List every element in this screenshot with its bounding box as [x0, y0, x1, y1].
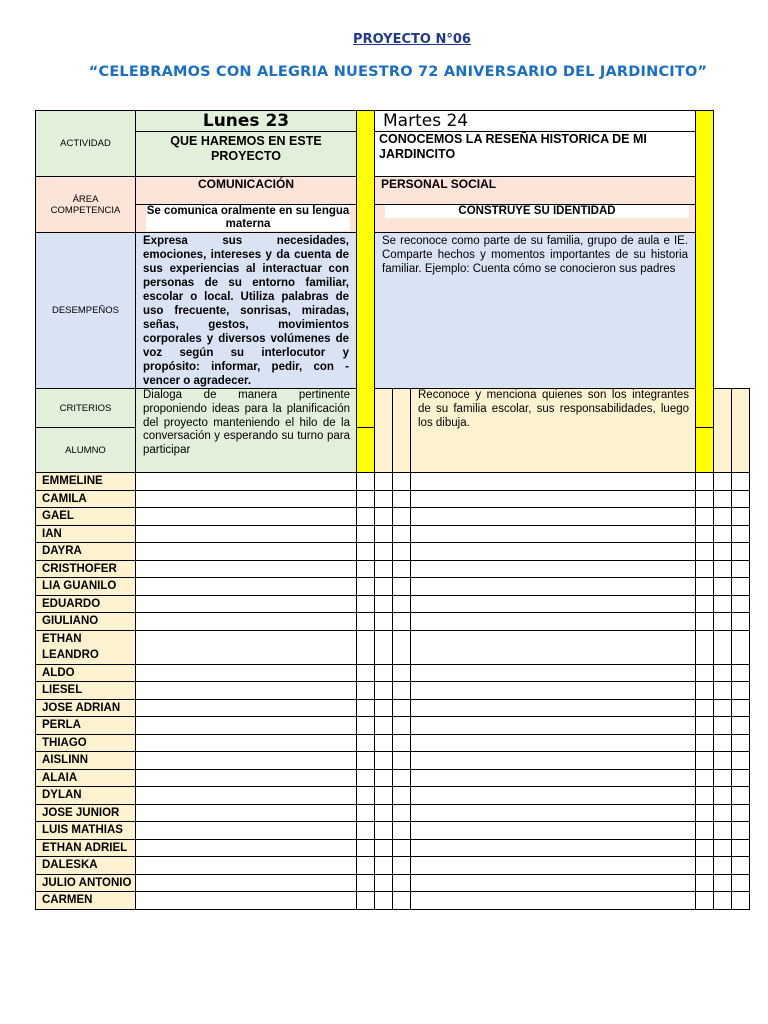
evaluation-cell[interactable]: [696, 525, 714, 543]
student-row: [36, 560, 750, 578]
evaluation-cell[interactable]: [714, 769, 732, 787]
evaluation-cell[interactable]: [393, 857, 411, 875]
evaluation-cell[interactable]: [696, 473, 714, 491]
student-row: [36, 874, 750, 892]
evaluation-cell[interactable]: [411, 752, 696, 770]
evaluation-cell[interactable]: [136, 578, 357, 596]
day-header-lunes: Lunes 23: [136, 111, 357, 132]
evaluation-cell[interactable]: [357, 787, 375, 805]
student-name: JULIO ANTONIO: [36, 874, 136, 892]
evaluation-cell[interactable]: [136, 508, 357, 526]
evaluation-cell[interactable]: [696, 804, 714, 822]
evaluation-cell[interactable]: [411, 560, 696, 578]
evaluation-cell[interactable]: [411, 613, 696, 631]
evaluation-cell[interactable]: [696, 560, 714, 578]
evaluation-cell[interactable]: [375, 717, 393, 735]
student-row: [36, 804, 750, 822]
evaluation-cell[interactable]: [375, 613, 393, 631]
evaluation-cell[interactable]: [696, 822, 714, 840]
evaluation-cell[interactable]: [714, 822, 732, 840]
evaluation-cell[interactable]: [714, 874, 732, 892]
evaluation-cell[interactable]: [732, 682, 750, 700]
evaluation-cell[interactable]: [411, 664, 696, 682]
evaluation-cell[interactable]: [136, 769, 357, 787]
evaluation-cell[interactable]: [696, 787, 714, 805]
evaluation-cell[interactable]: [696, 508, 714, 526]
evaluation-cell[interactable]: [136, 874, 357, 892]
student-name: PERLA: [36, 717, 136, 735]
student-row: [36, 787, 750, 805]
student-row: [36, 490, 750, 508]
evaluation-cell[interactable]: [375, 874, 393, 892]
student-row: [36, 613, 750, 631]
evaluation-cell[interactable]: [375, 595, 393, 613]
evaluation-cell[interactable]: [696, 490, 714, 508]
evaluation-cell[interactable]: [375, 525, 393, 543]
student-name: LUIS MATHIAS: [36, 822, 136, 840]
evaluation-cell[interactable]: [714, 699, 732, 717]
evaluation-cell[interactable]: [696, 874, 714, 892]
evaluation-cell[interactable]: [696, 839, 714, 857]
evaluation-cell[interactable]: [357, 717, 375, 735]
yellow-separator-bottom: [357, 428, 375, 473]
evaluation-cell[interactable]: [411, 473, 696, 491]
student-name: CAMILA: [36, 490, 136, 508]
evaluation-cell[interactable]: [732, 595, 750, 613]
student-row: [36, 508, 750, 526]
evaluation-cell[interactable]: [696, 578, 714, 596]
evaluation-cell[interactable]: [714, 787, 732, 805]
competencia-martes-cell: [375, 205, 696, 233]
evaluation-cell[interactable]: [375, 664, 393, 682]
student-name: ETHAN LEANDRO: [36, 630, 136, 664]
evaluation-cell[interactable]: [732, 804, 750, 822]
evaluation-cell[interactable]: [696, 595, 714, 613]
day-header-martes: Martes 24: [375, 111, 696, 132]
label-alumno: ALUMNO: [36, 428, 136, 473]
yellow-separator-right: [696, 111, 714, 428]
student-name: EDUARDO: [36, 595, 136, 613]
evaluation-cell[interactable]: [696, 613, 714, 631]
evaluation-cell[interactable]: [357, 752, 375, 770]
desempeno-martes: Se reconoce como parte de su familia, grupo de aula e IE. Comparte hechos y momentos importantes de su historia familiar. Ejemplo: Cuenta cómo se conocieron sus padres: [375, 233, 696, 389]
evaluation-cell[interactable]: [375, 630, 393, 664]
evaluation-cell[interactable]: [375, 787, 393, 805]
evaluation-cell[interactable]: [357, 822, 375, 840]
evaluation-cell[interactable]: [411, 839, 696, 857]
evaluation-cell[interactable]: [357, 734, 375, 752]
evaluation-cell[interactable]: [136, 839, 357, 857]
evaluation-cell[interactable]: [357, 699, 375, 717]
evaluation-cell[interactable]: [732, 630, 750, 664]
evaluation-cell[interactable]: [357, 630, 375, 664]
yellow-separator-right-bottom: [696, 428, 714, 473]
evaluation-cell[interactable]: [375, 578, 393, 596]
competencia-martes: CONSTRUYE SU IDENTIDAD: [385, 205, 689, 218]
student-name: EMMELINE: [36, 473, 136, 491]
evaluation-cell[interactable]: [357, 578, 375, 596]
evaluation-cell[interactable]: [732, 664, 750, 682]
evaluation-cell[interactable]: [714, 630, 732, 664]
evaluation-cell[interactable]: [136, 822, 357, 840]
evaluation-cell[interactable]: [411, 717, 696, 735]
evaluation-cell[interactable]: [136, 699, 357, 717]
student-name: ALAIA: [36, 769, 136, 787]
project-number: PROYECTO N°06: [353, 32, 471, 47]
project-title: “CELEBRAMOS CON ALEGRIA NUESTRO 72 ANIVERSARIO DEL JARDINCITO”: [88, 64, 708, 80]
criterio-lunes-check-1: [375, 389, 393, 473]
evaluation-cell[interactable]: [136, 543, 357, 561]
evaluation-cell[interactable]: [411, 857, 696, 875]
evaluation-cell[interactable]: [714, 804, 732, 822]
evaluation-cell[interactable]: [393, 595, 411, 613]
evaluation-cell[interactable]: [357, 473, 375, 491]
evaluation-cell[interactable]: [136, 560, 357, 578]
evaluation-cell[interactable]: [393, 508, 411, 526]
evaluation-cell[interactable]: [375, 892, 393, 910]
evaluation-cell[interactable]: [714, 490, 732, 508]
evaluation-cell[interactable]: [696, 664, 714, 682]
evaluation-cell[interactable]: [393, 874, 411, 892]
evaluation-cell[interactable]: [357, 525, 375, 543]
evaluation-cell[interactable]: [136, 490, 357, 508]
label-actividad: ACTIVIDAD: [36, 111, 136, 177]
evaluation-cell[interactable]: [393, 839, 411, 857]
competencia-lunes: Se comunica oralmente en su lengua materna: [146, 205, 350, 230]
evaluation-cell[interactable]: [375, 839, 393, 857]
evaluation-cell[interactable]: [696, 769, 714, 787]
evaluation-cell[interactable]: [714, 839, 732, 857]
evaluation-cell[interactable]: [714, 543, 732, 561]
evaluation-cell[interactable]: [393, 473, 411, 491]
evaluation-cell[interactable]: [714, 578, 732, 596]
evaluation-cell[interactable]: [732, 717, 750, 735]
evaluation-cell[interactable]: [357, 857, 375, 875]
evaluation-cell[interactable]: [732, 525, 750, 543]
evaluation-cell[interactable]: [714, 682, 732, 700]
evaluation-cell[interactable]: [696, 892, 714, 910]
evaluation-cell[interactable]: [375, 734, 393, 752]
evaluation-cell[interactable]: [375, 560, 393, 578]
evaluation-cell[interactable]: [375, 822, 393, 840]
evaluation-cell[interactable]: [714, 613, 732, 631]
evaluation-cell[interactable]: [393, 664, 411, 682]
evaluation-cell[interactable]: [393, 543, 411, 561]
label-area-competencia: [36, 177, 136, 233]
evaluation-cell[interactable]: [732, 543, 750, 561]
evaluation-cell[interactable]: [357, 769, 375, 787]
evaluation-cell[interactable]: [357, 839, 375, 857]
label-competencia: COMPETENCIA: [50, 204, 121, 216]
evaluation-cell[interactable]: [732, 734, 750, 752]
evaluation-cell[interactable]: [696, 682, 714, 700]
criterio-lunes: Dialoga de manera pertinente proponiendo ideas para la planificación del proyecto manteniendo el hilo de la conversación y esperando su turno para participar: [136, 389, 357, 473]
evaluation-cell[interactable]: [357, 595, 375, 613]
evaluation-cell[interactable]: [411, 874, 696, 892]
student-row: [36, 822, 750, 840]
evaluation-cell[interactable]: [136, 630, 357, 664]
evaluation-cell[interactable]: [357, 874, 375, 892]
activity-martes: CONOCEMOS LA RESEÑA HISTORICA DE MI JARDINCITO: [375, 132, 696, 177]
evaluation-cell[interactable]: [375, 682, 393, 700]
evaluation-cell[interactable]: [375, 543, 393, 561]
evaluation-cell[interactable]: [357, 804, 375, 822]
evaluation-cell[interactable]: [696, 630, 714, 664]
evaluation-cell[interactable]: [696, 857, 714, 875]
criterio-martes-check-1: [714, 389, 732, 473]
evaluation-cell[interactable]: [357, 560, 375, 578]
evaluation-cell[interactable]: [136, 525, 357, 543]
evaluation-cell[interactable]: [393, 892, 411, 910]
planning-table: [35, 110, 750, 910]
evaluation-cell[interactable]: [732, 578, 750, 596]
evaluation-cell[interactable]: [393, 699, 411, 717]
evaluation-cell[interactable]: [393, 490, 411, 508]
evaluation-cell[interactable]: [732, 787, 750, 805]
student-name: JOSE JUNIOR: [36, 804, 136, 822]
student-name: DYLAN: [36, 787, 136, 805]
student-row: [36, 892, 750, 910]
evaluation-cell[interactable]: [375, 804, 393, 822]
evaluation-cell[interactable]: [714, 473, 732, 491]
evaluation-cell[interactable]: [411, 490, 696, 508]
label-criterios: CRITERIOS: [36, 389, 136, 428]
evaluation-cell[interactable]: [411, 734, 696, 752]
evaluation-cell[interactable]: [732, 490, 750, 508]
evaluation-cell[interactable]: [714, 525, 732, 543]
evaluation-cell[interactable]: [411, 578, 696, 596]
evaluation-cell[interactable]: [375, 473, 393, 491]
criterio-lunes-check-2: [393, 389, 411, 473]
evaluation-cell[interactable]: [136, 804, 357, 822]
evaluation-cell[interactable]: [411, 769, 696, 787]
student-row: [36, 664, 750, 682]
student-row: [36, 769, 750, 787]
student-row: [36, 857, 750, 875]
evaluation-cell[interactable]: [696, 699, 714, 717]
evaluation-cell[interactable]: [411, 804, 696, 822]
evaluation-cell[interactable]: [714, 508, 732, 526]
desempeno-lunes: Expresa sus necesidades, emociones, intereses y da cuenta de sus experiencias al interactuar con personas de su entorno familiar, escolar o local. Utiliza palabras de uso frecuente, sonrisas, miradas, señas, gestos, movimientos corporales y diversos volúmenes de voz según su interlocutor y propósito: informar, pedir, con - vencer o agradecer.: [136, 233, 357, 389]
student-name: ALDO: [36, 664, 136, 682]
evaluation-cell[interactable]: [411, 595, 696, 613]
evaluation-cell[interactable]: [714, 892, 732, 910]
competencia-lunes-cell: [136, 205, 357, 233]
student-name: ETHAN ADRIEL: [36, 839, 136, 857]
evaluation-cell[interactable]: [375, 769, 393, 787]
student-row: [36, 734, 750, 752]
evaluation-cell[interactable]: [393, 560, 411, 578]
evaluation-cell[interactable]: [714, 717, 732, 735]
evaluation-cell[interactable]: [714, 752, 732, 770]
evaluation-cell[interactable]: [732, 473, 750, 491]
evaluation-cell[interactable]: [393, 578, 411, 596]
student-name: AISLINN: [36, 752, 136, 770]
student-name: GAEL: [36, 508, 136, 526]
evaluation-cell[interactable]: [411, 630, 696, 664]
evaluation-cell[interactable]: [393, 630, 411, 664]
student-name: THIAGO: [36, 734, 136, 752]
activity-lunes: QUE HAREMOS EN ESTE PROYECTO: [136, 132, 357, 177]
evaluation-cell[interactable]: [411, 525, 696, 543]
evaluation-cell[interactable]: [393, 752, 411, 770]
evaluation-cell[interactable]: [714, 664, 732, 682]
evaluation-cell[interactable]: [393, 769, 411, 787]
student-row: [36, 717, 750, 735]
evaluation-cell[interactable]: [411, 699, 696, 717]
student-row: [36, 630, 750, 664]
evaluation-cell[interactable]: [375, 857, 393, 875]
student-row: [36, 543, 750, 561]
evaluation-cell[interactable]: [411, 682, 696, 700]
evaluation-cell[interactable]: [375, 752, 393, 770]
evaluation-cell[interactable]: [136, 734, 357, 752]
evaluation-cell[interactable]: [411, 787, 696, 805]
evaluation-cell[interactable]: [136, 473, 357, 491]
evaluation-cell[interactable]: [696, 543, 714, 561]
student-name: LIA GUANILO: [36, 578, 136, 596]
yellow-separator: [357, 111, 375, 428]
student-row: [36, 578, 750, 596]
evaluation-cell[interactable]: [393, 717, 411, 735]
evaluation-cell[interactable]: [732, 892, 750, 910]
evaluation-cell[interactable]: [136, 752, 357, 770]
evaluation-cell[interactable]: [411, 892, 696, 910]
evaluation-cell[interactable]: [136, 857, 357, 875]
student-row: [36, 752, 750, 770]
evaluation-cell[interactable]: [136, 682, 357, 700]
student-name: DALESKA: [36, 857, 136, 875]
evaluation-cell[interactable]: [732, 769, 750, 787]
evaluation-cell[interactable]: [714, 560, 732, 578]
evaluation-cell[interactable]: [696, 752, 714, 770]
evaluation-cell[interactable]: [732, 857, 750, 875]
evaluation-cell[interactable]: [393, 682, 411, 700]
evaluation-cell[interactable]: [732, 560, 750, 578]
student-name: GIULIANO: [36, 613, 136, 631]
evaluation-cell[interactable]: [136, 787, 357, 805]
evaluation-cell[interactable]: [393, 525, 411, 543]
evaluation-cell[interactable]: [714, 595, 732, 613]
evaluation-cell[interactable]: [732, 839, 750, 857]
student-row: [36, 525, 750, 543]
student-name: IAN: [36, 525, 136, 543]
evaluation-cell[interactable]: [357, 613, 375, 631]
label-desempenos: DESEMPEÑOS: [36, 233, 136, 389]
evaluation-cell[interactable]: [696, 717, 714, 735]
evaluation-cell[interactable]: [375, 508, 393, 526]
evaluation-cell[interactable]: [411, 543, 696, 561]
evaluation-cell[interactable]: [732, 699, 750, 717]
student-row: [36, 699, 750, 717]
evaluation-cell[interactable]: [732, 613, 750, 631]
student-row: [36, 473, 750, 491]
area-lunes: COMUNICACIÓN: [136, 177, 357, 205]
evaluation-cell[interactable]: [136, 717, 357, 735]
student-name: CRISTHOFER: [36, 560, 136, 578]
evaluation-cell[interactable]: [357, 664, 375, 682]
student-row: [36, 839, 750, 857]
evaluation-cell[interactable]: [732, 508, 750, 526]
student-row: [36, 595, 750, 613]
student-row: [36, 682, 750, 700]
student-name: LIESEL: [36, 682, 136, 700]
area-martes: PERSONAL SOCIAL: [375, 177, 696, 205]
evaluation-cell[interactable]: [696, 734, 714, 752]
evaluation-cell[interactable]: [136, 613, 357, 631]
evaluation-cell[interactable]: [136, 892, 357, 910]
evaluation-cell[interactable]: [393, 804, 411, 822]
evaluation-cell[interactable]: [732, 752, 750, 770]
evaluation-cell[interactable]: [393, 613, 411, 631]
evaluation-cell[interactable]: [357, 892, 375, 910]
evaluation-cell[interactable]: [411, 822, 696, 840]
student-name: JOSE ADRIAN: [36, 699, 136, 717]
evaluation-cell[interactable]: [357, 543, 375, 561]
label-area: ÁREA: [72, 193, 99, 205]
evaluation-cell[interactable]: [393, 734, 411, 752]
student-name: CARMEN: [36, 892, 136, 910]
evaluation-cell[interactable]: [732, 874, 750, 892]
evaluation-cell[interactable]: [375, 490, 393, 508]
student-name: DAYRA: [36, 543, 136, 561]
evaluation-cell[interactable]: [375, 699, 393, 717]
evaluation-cell[interactable]: [136, 664, 357, 682]
evaluation-cell[interactable]: [714, 857, 732, 875]
evaluation-cell[interactable]: [357, 508, 375, 526]
evaluation-cell[interactable]: [393, 787, 411, 805]
evaluation-cell[interactable]: [732, 822, 750, 840]
criterio-martes-check-2: [732, 389, 750, 473]
evaluation-cell[interactable]: [411, 508, 696, 526]
evaluation-cell[interactable]: [393, 822, 411, 840]
evaluation-cell[interactable]: [357, 490, 375, 508]
criterio-martes: Reconoce y menciona quienes son los integrantes de su familia escolar, sus responsabilidades, luego los dibuja.: [411, 389, 696, 473]
evaluation-cell[interactable]: [357, 682, 375, 700]
evaluation-cell[interactable]: [714, 734, 732, 752]
evaluation-cell[interactable]: [136, 595, 357, 613]
